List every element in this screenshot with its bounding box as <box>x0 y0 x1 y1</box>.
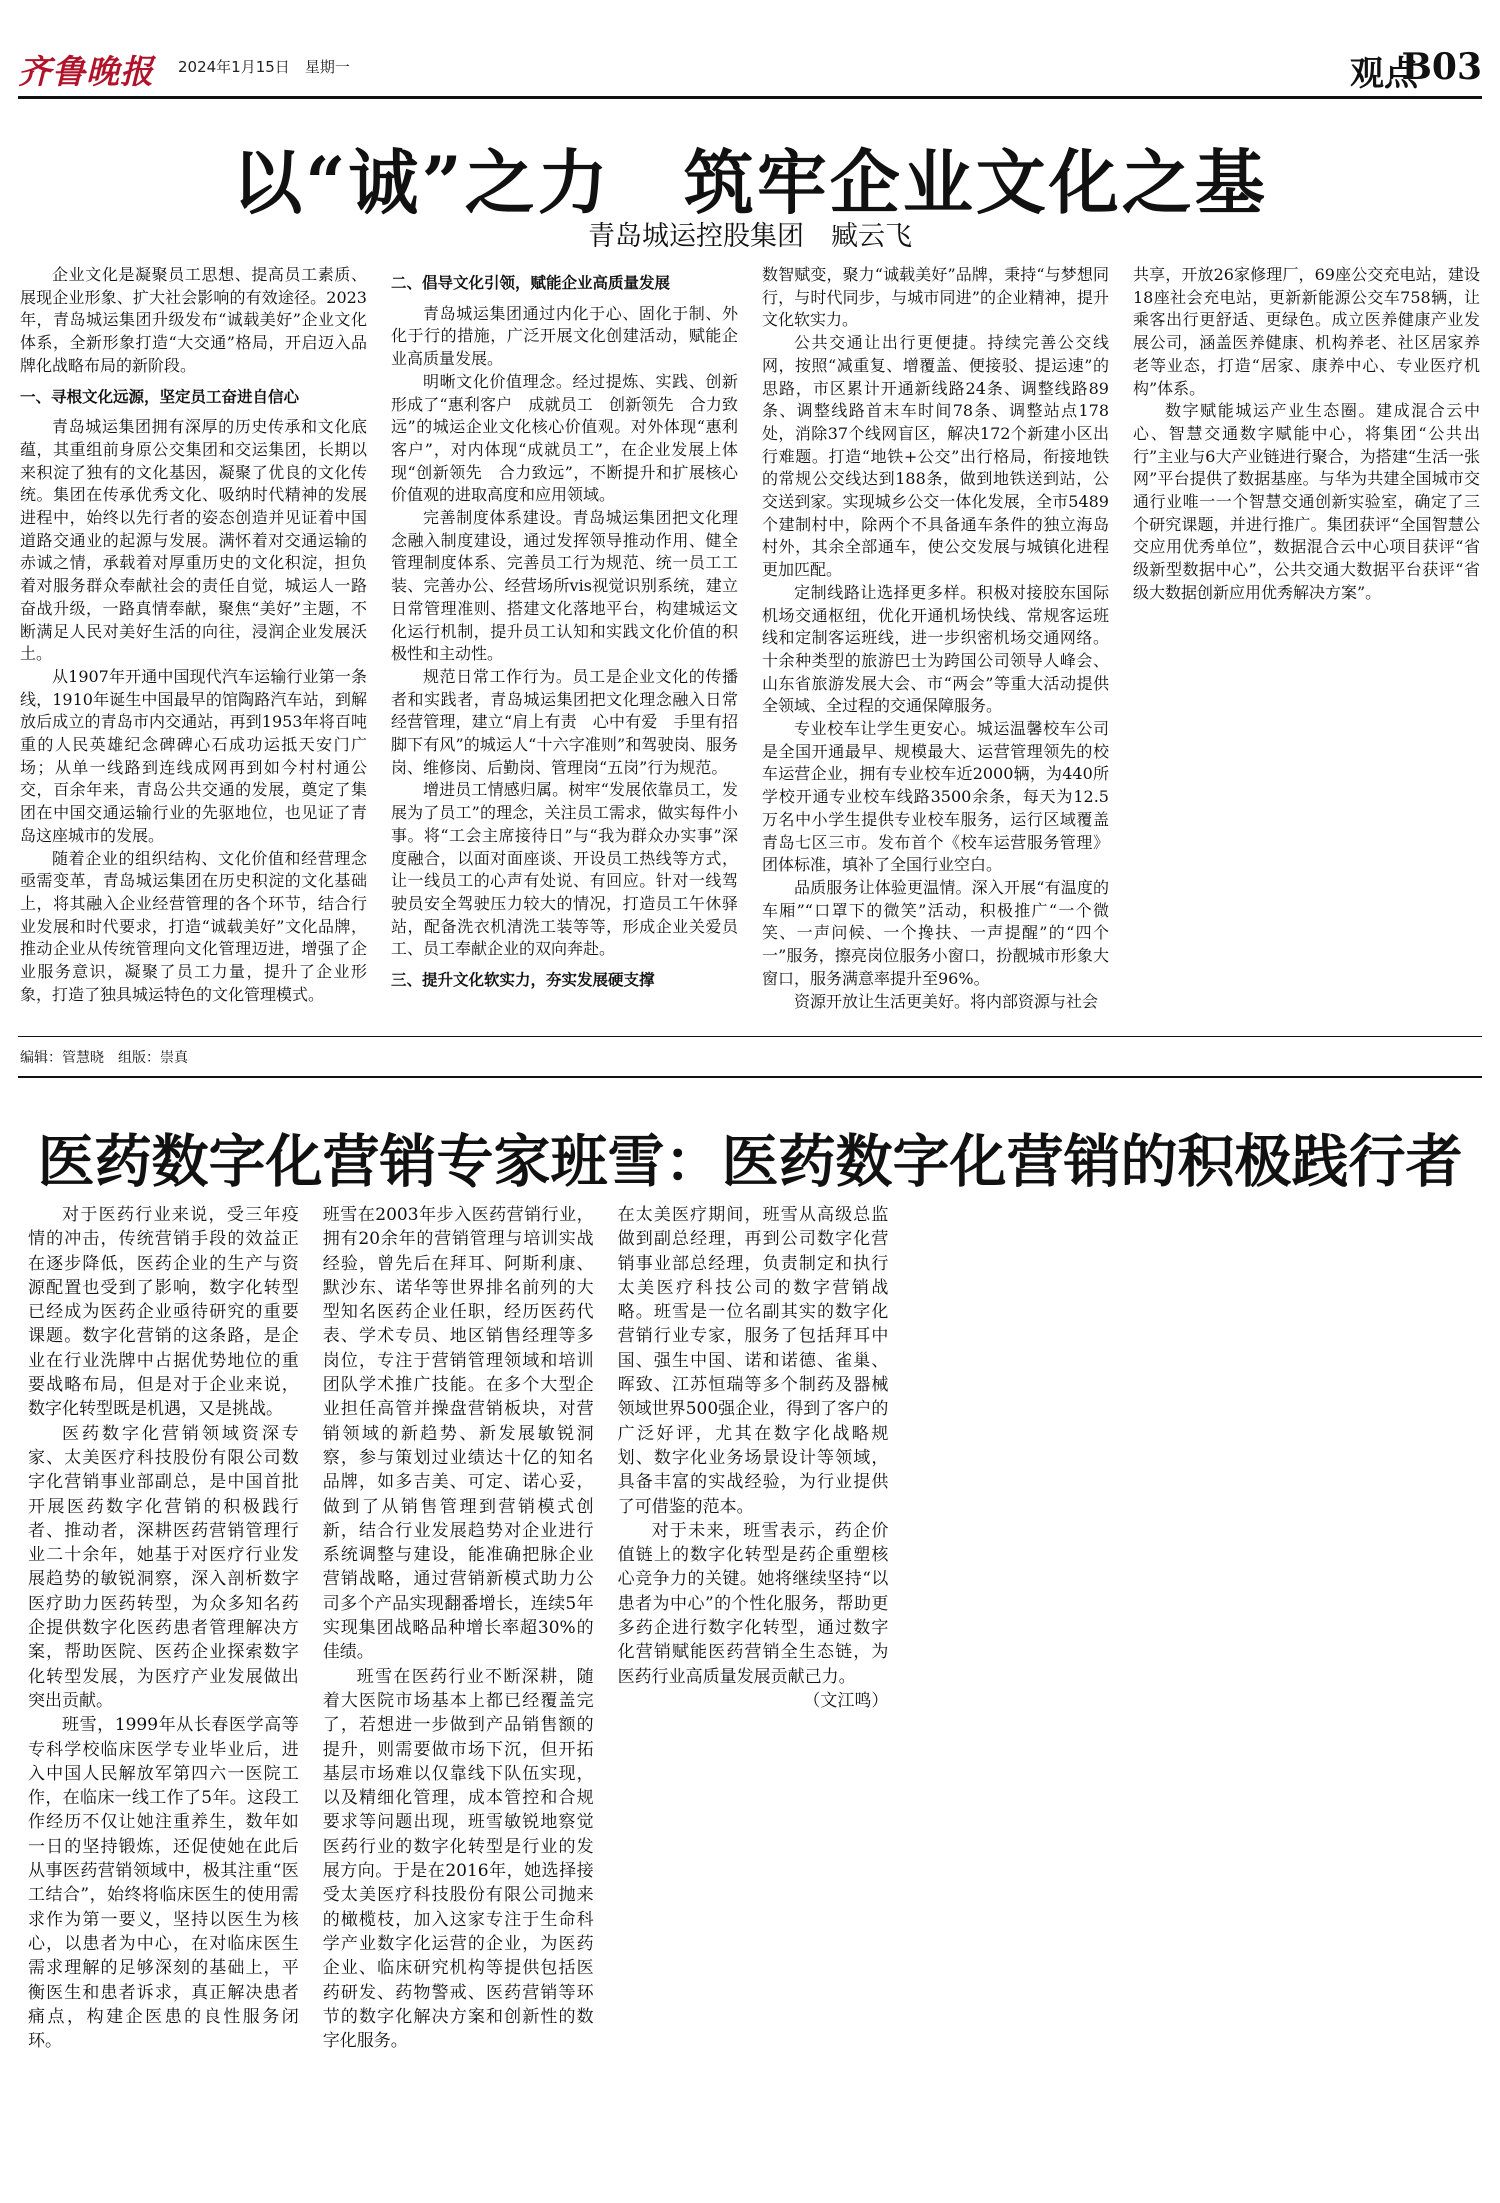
body-paragraph: 公共交通让出行更便捷。持续完善公交线网，按照“减重复、增覆盖、便接驳、提运速”的思路，市区累计开通新线路24条、调整线路89条、调整线路首末车时间78条、调整站点178处，消除37个线网盲区，解决172个新建小区出行难题。打造“地铁+公交”出行格局，衔接地铁的常规公交线达到188条，做到地铁送到站，公交送到家。实现城乡公交一体化发展，全市5489个建制村中，除两个不具备通车条件的独立海岛村外，其余全部通车，使公交发展与城镇化进程更加匹配。 <box>762 333 1109 580</box>
header-rule <box>18 96 1482 99</box>
article1-column <box>1133 264 1480 1014</box>
article2-column <box>618 1203 889 2073</box>
issue-date-line <box>178 56 350 77</box>
article2-column <box>912 1203 1183 2073</box>
editor-credit: 编辑：管慧晓 组版：崇真 <box>20 1050 188 1066</box>
article1-column <box>391 264 755 1014</box>
article1-title: 以“诚”之力 筑牢企业文化之基 <box>232 141 1268 224</box>
issue-date: 2024年1月15日 <box>178 58 290 76</box>
body-paragraph: 数字赋能城运产业生态圈。建成混合云中心、智慧交通数字赋能中心，将集团“公共出行”主业与6大产业链进行聚合，为搭建“生活一张网”平台提供了数据基座。与华为共建全国城市交通行业唯一一个智慧交通创新实验室，确定了三个研究课题，并进行推广。集团获评“全国智慧公交应用优秀单位”，数据混合云中心项目获评“省级新型数据中心”，公共交通大数据平台获评“省级大数据创新应用优秀解决方案”。 <box>1133 401 1480 602</box>
body-paragraph: 班雪在医药行业不断深耕，随着大医院市场基本上都已经覆盖完了，若想进一步做到产品销售额的提升，则需要做市场下沉，但开拓基层市场难以仅靠线下队伍实现，以及精细化管理，成本管控和合规要求等问题出现，班雪敏锐地察觉医药行业的数字化转型是行业的发展方向。于是在2016年，她选择接受太美医疗科技股份有限公司抛来的橄榄枝，加入这家专注于生命科学产业数字化运营的企业，为医药企业、临床研究机构等提供包括医药研发、药物警戒、医药营销等环节的数字化解决方案和创新性的数字化服务。 <box>322 1666 594 2052</box>
author-signature: （文江鸣） <box>803 1690 889 1711</box>
article1-body <box>20 264 1480 1014</box>
article1-column <box>762 264 1109 1014</box>
body-paragraph: 数智赋变，聚力“诚载美好”品牌，秉持“与梦想同行，与时代同步，与城市同进”的企业精神，提升文化软实力。 <box>762 265 1109 330</box>
body-paragraph: 共享，开放26家修理厂，69座公交充电站，建设18座社会充电站，更新新能源公交车758辆，让乘客出行更舒适、更绿色。成立医养健康产业发展公司，涵盖医养健康、机构养老、社区居家养老等业态，打造“居家、康养中心、专业医疗机构”体系。 <box>1133 265 1480 398</box>
section-heading: 二、倡导文化引领，赋能企业高质量发展 <box>391 274 671 292</box>
article2-title: 医药数字化营销专家班雪：医药数字化营销的积极践行者 <box>37 1128 1463 1195</box>
page-number: B03 <box>1401 46 1482 88</box>
body-paragraph: 医药数字化营销领域资深专家、太美医疗科技股份有限公司数字化营销事业部副总，是中国首批开展医药数字化营销的积极践行者、推动者，深耕医药营销管理行业二十余年，她基于对医疗行业发展趋势的敏锐洞察，深入剖析数字医疗助力医药转型，为众多知名药企提供数字化医药患者管理解决方案，帮助医院、医药企业探索数字化转型发展，为医疗产业发展做出突出贡献。 <box>28 1423 299 1711</box>
article2-column <box>28 1203 299 2073</box>
article2-column <box>323 1203 594 2073</box>
issue-weekday: 星期一 <box>304 58 350 76</box>
article-divider <box>18 1076 1482 1078</box>
section-heading: 三、提升文化软实力，夯实发展硬支撑 <box>391 971 655 990</box>
body-paragraph: 增进员工情感归属。树牢“发展依靠员工，发展为了员工”的理念，关注员工需求，做实每件小事。将“工会主席接待日”与“我为群众办实事”深度融合，以面对面座谈、开设员工热线等方式，让一线员工的心声有处说、有回应。针对一线驾驶员安全驾驶压力较大的情况，打造员工午休驿站，配备洗衣机清洗工装等等，形成企业关爱员工、员工奉献企业的双向奔赴。 <box>391 780 738 959</box>
body-paragraph: 在太美医疗期间，班雪从高级总监做到副总经理，再到公司数字化营销事业部总经理，负责制定和执行太美医疗科技公司的数字营销战略。班雪是一位名副其实的数字化营销行业专家，服务了包括拜耳中国、强生中国、诺和诺德、雀巢、晖致、江苏恒瑞等多个制药及器械领域世界500强企业，得到了客户的广泛好评，尤其在数字化战略规划、数字化业务场景设计等领域，具备丰富的实战经验，为行业提供了可借鉴的范本。 <box>617 1205 889 1517</box>
body-paragraph: 青岛城运集团通过内化于心、固化于制、外化于行的措施，广泛开展文化创建活动，赋能企业高质量发展。 <box>391 303 738 369</box>
body-paragraph: 青岛城运集团拥有深厚的历史传承和文化底蕴，其重组前身原公交集团和交运集团，长期以来积淀了独有的文化基因，凝聚了优良的文化传统。集团在传承优秀文化、吸纳时代精神的发展进程中，始终以先行者的姿态创造并见证着中国道路交通业的起源与发展。满怀着对交通运输的赤诚之情，承载着对厚重历史的文化积淀，担负着对服务群众奉献社会的责任自觉，城运人一路奋战升级，一路真情奉献，聚焦“美好”主题，不断满足人民对美好生活的向往，浸润企业发展沃土。 <box>20 417 367 664</box>
body-paragraph: 规范日常工作行为。员工是企业文化的传播者和实践者，青岛城运集团把文化理念融入日常经营管理，建立“肩上有责 心中有爱 手里有招 脚下有风”的城运人“十六字准则”和驾驶岗、服务岗、维修岗、后勤岗、管理岗“五岗”行为规范。 <box>391 666 755 777</box>
section-heading: 一、寻根文化远源，坚定员工奋进自信心 <box>20 387 300 406</box>
body-paragraph: 品质服务让体验更温情。深入开展“有温度的车厢”“口罩下的微笑”活动，积极推广“一个微笑、一声问候、一个搀扶、一声提醒”的“四个一”服务，擦亮岗位服务小窗口，扮靓城市形象大窗口，服务满意率提升至96%。 <box>762 877 1109 988</box>
body-paragraph: 班雪，1999年从长春医学高等专科学校临床医学专业毕业后，进入中国人民解放军第四六一医院工作，在临床一线工作了5年。这段工作经历不仅让她注重养生，数年如一日的坚持锻炼，还促使她在此后从事医药营销领域中，极其注重“医工结合”，始终将临床医生的使用需求作为第一要义，坚持以医生为核心，以患者为中心，在对临床医生需求理解的足够深刻的基础上，平衡医生和患者诉求，真正解决患者痛点，构建企医患的良性服务闭环。 <box>28 1715 299 2052</box>
body-paragraph: 随着企业的组织结构、文化价值和经营理念亟需变革，青岛城运集团在历史积淀的文化基础上，将其融入企业经营管理的各个环节，结合行业发展和时代要求，打造“诚载美好”文化品牌，推动企业从传统管理向文化管理迈进，增强了企业服务意识，凝聚了员工力量，提升了企业形象，打造了独具城运特色的文化管理模式。 <box>20 848 367 1004</box>
body-paragraph: 明晰文化价值理念。经过提炼、实践、创新形成了“惠利客户 成就员工 创新领先 合力致远”的城运企业文化核心价值观。对外体现“惠利客户”，对内体现“成就员工”，在企业发展上体现“创新领先 合力致远”，不断提升和扩展核心价值观的进取高度和应用领域。 <box>391 371 738 505</box>
body-paragraph: 专业校车让学生更安心。城运温馨校车公司是全国开通最早、规模最大、运营管理领先的校车运营企业，拥有专业校车近2000辆，为440所学校开通专业校车线路3500余条，每天为12.5万名中小学生提供专业校车服务，运行区域覆盖青岛七区三市。发布首个《校车运营服务管理》团体标准，填补了全国行业空白。 <box>762 719 1109 875</box>
body-paragraph: 资源开放让生活更美好。将内部资源与社会 <box>794 991 1099 1011</box>
editor-rule <box>18 1036 1482 1037</box>
article2-body <box>28 1203 1478 2073</box>
page-header <box>18 46 1482 94</box>
body-paragraph: 企业文化是凝聚员工思想、提高员工素质、展现企业形象、扩大社会影响的有效途径。2023年，青岛城运集团升级发布“诚载美好”企业文化体系，全新形象打造“大交通”格局，开启迈入品牌化战略布局的新阶段。 <box>20 265 367 375</box>
body-paragraph: 班雪在2003年步入医药营销行业，拥有20余年的营销管理与培训实战经验，曾先后在拜耳、阿斯利康、默沙东、诺华等世界排名前列的大型知名医药企业任职，经历医药代表、学术专员、地区销售经理等多岗位，专注于营销管理领域和培训团队学术推广技能。在多个大型企业担任高管并操盘营销板块，对营销领域的新趋势、新发展敏锐洞察，参与策划过业绩达十亿的知名品牌，如多吉美、可定、诺心妥，做到了从销售管理到营销模式创新，结合行业发展趋势对企业进行系统调整与建设，能准确把脉企业营销战略，通过营销新模式助力公司多个产品实现翻番增长，连续5年实现集团战略品种增长率超30%的佳绩。 <box>322 1205 594 1663</box>
body-paragraph: 对于医药行业来说，受三年疫情的冲击，传统营销手段的效益正在逐步降低，医药企业的生产与资源配置也受到了影响，数字化转型已经成为医药企业亟待研究的重要课题。数字化营销的这条路，是企业在行业洗牌中占据优势地位的重要战略布局，但是对于企业来说，数字化转型既是机遇，又是挑战。 <box>28 1205 299 1420</box>
article1-column <box>20 264 367 1014</box>
body-paragraph: 从1907年开通中国现代汽车运输行业第一条线，1910年诞生中国最早的馆陶路汽车站，到解放后成立的青岛市内交通站，再到1953年将百吨重的人民英雄纪念碑碑心石成功运抵天安门广场；从单一线路到连线成网再到如今村村通公交，百余年来，青岛公共交通的发展，奠定了集团在中国交通运输行业的先驱地位，也见证了青岛这座城市的发展。 <box>20 666 367 845</box>
body-paragraph: 对于未来，班雪表示，药企价值链上的数字化转型是药企重塑核心竞争力的关键。她将继续坚持“以患者为中心”的个性化服务，帮助更多药企进行数字化转型，通过数字化营销赋能医药营销全生态链，为医药行业高质量发展贡献己力。 <box>617 1520 889 1687</box>
body-paragraph: 定制线路让选择更多样。积极对接胶东国际机场交通枢纽，优化开通机场快线、常规客运班线和定制客运班线，进一步织密机场交通网络。十余种类型的旅游巴士为跨国公司领导人峰会、山东省旅游发展大会、市“两会”等重大活动提供全领域、全过程的交通保障服务。 <box>762 582 1109 716</box>
article2-column <box>1207 1203 1478 2073</box>
masthead-logo: 齐鲁晚报 <box>18 52 154 91</box>
section-name: 观点 <box>1350 54 1418 94</box>
body-paragraph: 完善制度体系建设。青岛城运集团把文化理念融入制度建设，通过发挥领导推动作用、健全管理制度体系、完善员工行为规范、统一员工工装、完善办公、经营场所vis视觉识别系统，建立日常管理准则、搭建文化落地平台，构建城运文化运行机制，提升员工认知和实践文化价值的积极性和主动性。 <box>391 508 738 664</box>
article1-byline: 青岛城运控股集团 臧云飞 <box>588 221 912 252</box>
